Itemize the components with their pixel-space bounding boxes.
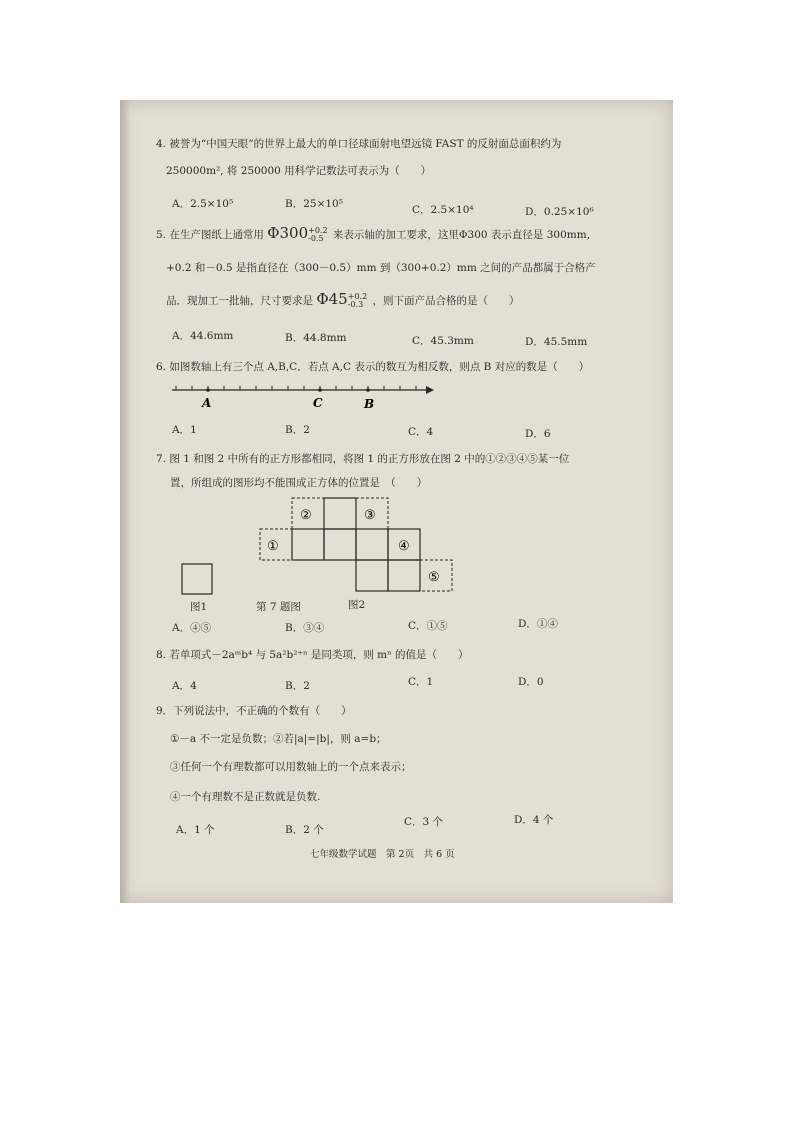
q4-option-d: D．0.25×10⁶ (525, 206, 594, 218)
q7-line1: 7. 图 1 和图 2 中所有的正方形都相同，将图 1 的正方形放在图 2 中的①②③④⑤某一位 (156, 453, 570, 465)
q7-option-b: B．③④ (285, 622, 325, 634)
point-b (366, 388, 370, 392)
q4-option-a: A．2.5×10⁵ (172, 198, 234, 210)
q5-line1-post: 来表示轴的加工要求，这里Φ300 表示直径是 300mm, (332, 229, 591, 241)
q6-option-a: A．1 (172, 424, 197, 436)
q5-tol2-lower: -0.3 (347, 300, 364, 309)
q5-line3-pre: 品．现加工一批轴，尺寸要求是 (166, 295, 313, 307)
q5-option-b: B．44.8mm (285, 332, 347, 344)
q9-line1: 9．下列说法中，不正确的个数有（ ） (156, 705, 352, 717)
q5-phi-45: Φ45 (316, 290, 348, 308)
q5-tol-lower: -0.5 (308, 234, 324, 243)
q5-phi-300: Φ300 (267, 224, 309, 242)
q5-line3-post: ，则下面产品合格的是（ ） (372, 295, 520, 307)
q6-option-d: D．6 (525, 428, 551, 440)
q6-option-c: C．4 (408, 426, 434, 438)
q4-option-b: B．25×10⁵ (285, 198, 343, 210)
q6-option-b: B．2 (285, 424, 310, 436)
q9-option-c: C．3 个 (404, 816, 444, 828)
q8-option-c: C．1 (408, 676, 434, 688)
q4-line2: 250000m², 将 250000 用科学记数法可表示为（ ） (166, 165, 432, 177)
q5-option-d: D．45.5mm (525, 336, 588, 348)
q8-option-d: D．0 (518, 676, 544, 688)
q8-option-b: B．2 (285, 680, 310, 692)
q7-option-a: A．④⑤ (172, 622, 212, 634)
point-c (318, 388, 322, 392)
label-b: B (364, 397, 375, 411)
q5-option-a: A．44.6mm (172, 330, 234, 342)
q5-tolerance-1 (308, 227, 327, 243)
q5-tolerance-2 (348, 293, 367, 309)
q9-line4: ④一个有理数不是正数就是负数. (170, 791, 321, 803)
q5-line1 (156, 226, 590, 243)
q5-tol-upper: +0.2 (308, 226, 328, 235)
q7-option-c: C．①⑤ (408, 620, 448, 632)
q9-option-b: B．2 个 (285, 824, 324, 836)
mark-3: ③ (364, 508, 376, 523)
mark-5: ⑤ (428, 570, 440, 585)
q8-option-a: A．4 (172, 680, 197, 692)
point-a (206, 388, 210, 392)
q5-tol2-upper: +0.2 (347, 292, 368, 301)
page-footer: 七年级数学试题 第 2页 共 6 页 (310, 849, 455, 860)
q9-line3: ③任何一个有理数都可以用数轴上的一个点来表示； (170, 761, 412, 773)
q5-line3 (166, 292, 520, 309)
figure-2-net (258, 497, 458, 593)
exam-page (120, 100, 673, 903)
figure-1-square (180, 562, 216, 598)
fig2-label: 图2 (348, 599, 366, 611)
q4-line1: 4. 被誉为“中国天眼”的世界上最大的单口径球面射电望远镜 FAST 的反射面总面积约为 (156, 138, 562, 150)
q6-text: 6. 如图数轴上有三个点 A,B,C．若点 A,C 表示的数互为相反数，则点 B 对应的数是（ ） (156, 361, 590, 373)
q9-line2: ①－a 不一定是负数；②若|a|=|b|，则 a=b； (170, 733, 387, 745)
q5-line1-pre: 5. 在生产图纸上通常用 (156, 229, 264, 241)
q5-option-c: C．45.3mm (412, 335, 474, 347)
number-line-figure (168, 378, 438, 414)
q5-line2: +0.2 和－0.5 是指直径在（300－0.5）mm 到（300+0.2）mm 之间的产品都属于合格产 (166, 262, 596, 274)
q9-option-a: A．1 个 (176, 824, 215, 836)
mark-4: ④ (398, 539, 410, 554)
q7-line2: 置，所组成的图形均不能围成正方体的位置是 （ ） (170, 477, 428, 489)
q9-option-d: D．4 个 (514, 814, 554, 826)
fig1-label: 图1 (190, 601, 208, 613)
q7-option-d: D．①④ (518, 618, 558, 630)
mark-2: ② (300, 508, 312, 523)
mark-1: ① (267, 539, 279, 554)
q4-option-c: C．2.5×10⁴ (412, 204, 474, 216)
fig7-caption: 第 7 题图 (256, 601, 301, 613)
label-c: C (313, 396, 323, 410)
number-line-axis (172, 386, 434, 394)
label-a: A (202, 396, 212, 410)
q8-text: 8. 若单项式－2aᵐb⁴ 与 5a²b²⁺ⁿ 是同类项，则 mⁿ 的值是（ ） (156, 649, 469, 661)
